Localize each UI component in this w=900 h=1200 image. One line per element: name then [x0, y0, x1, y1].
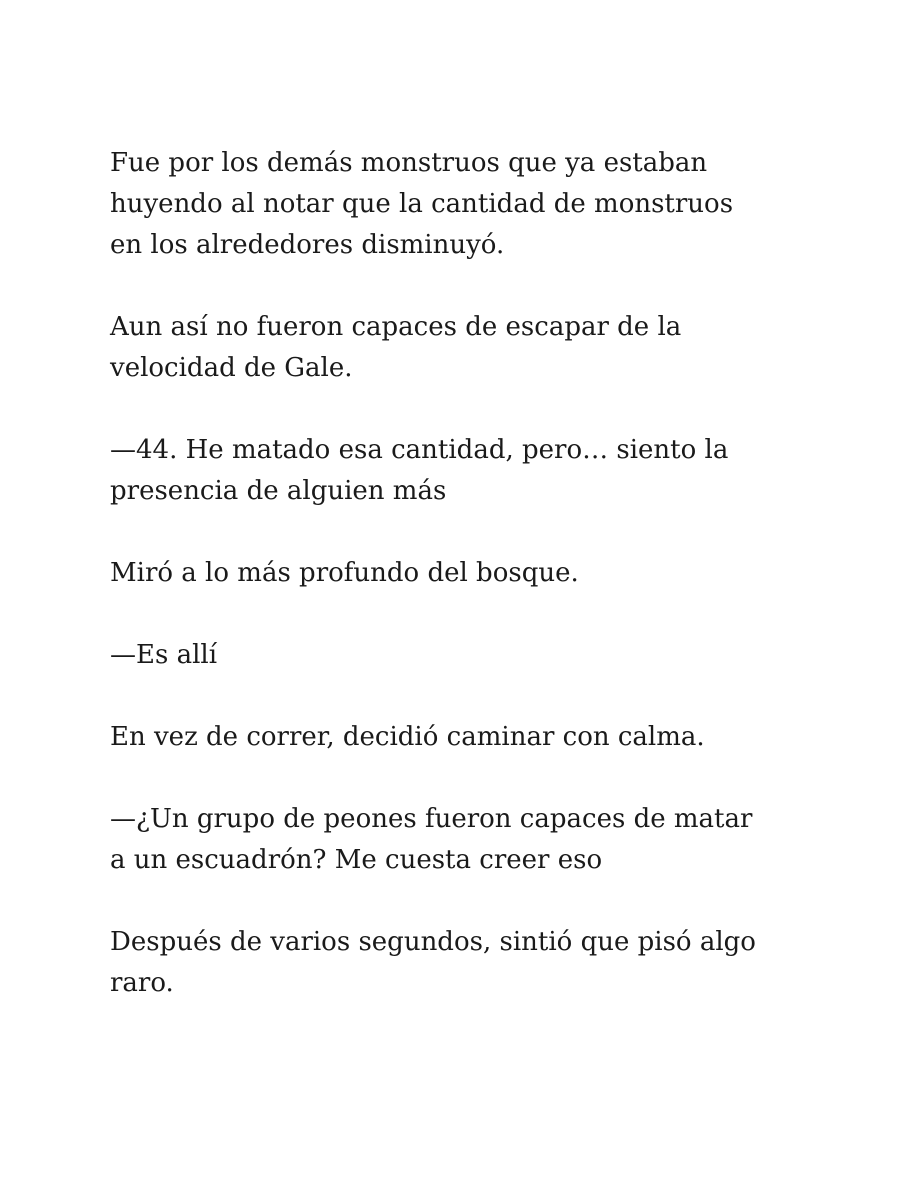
paragraph: —44. He matado esa cantidad, pero… siento la presencia de alguien más: [110, 435, 729, 506]
paragraph: Después de varios segundos, sintió que pisó algo raro.: [110, 927, 756, 998]
paragraph: En vez de correr, decidió caminar con calma.: [110, 722, 705, 752]
paragraph: Aun así no fueron capaces de escapar de la velocidad de Gale.: [110, 312, 682, 383]
paragraph: —Es allí: [110, 640, 218, 670]
paragraph: —¿Un grupo de peones fueron capaces de matar a un escuadrón? Me cuesta creer eso: [110, 804, 753, 875]
document-body: [110, 143, 810, 1045]
paragraph: Fue por los demás monstruos que ya estaban huyendo al notar que la cantidad de monstruos en los alrededores disminuyó.: [110, 148, 734, 260]
paragraph: Miró a lo más profundo del bosque.: [110, 558, 579, 588]
